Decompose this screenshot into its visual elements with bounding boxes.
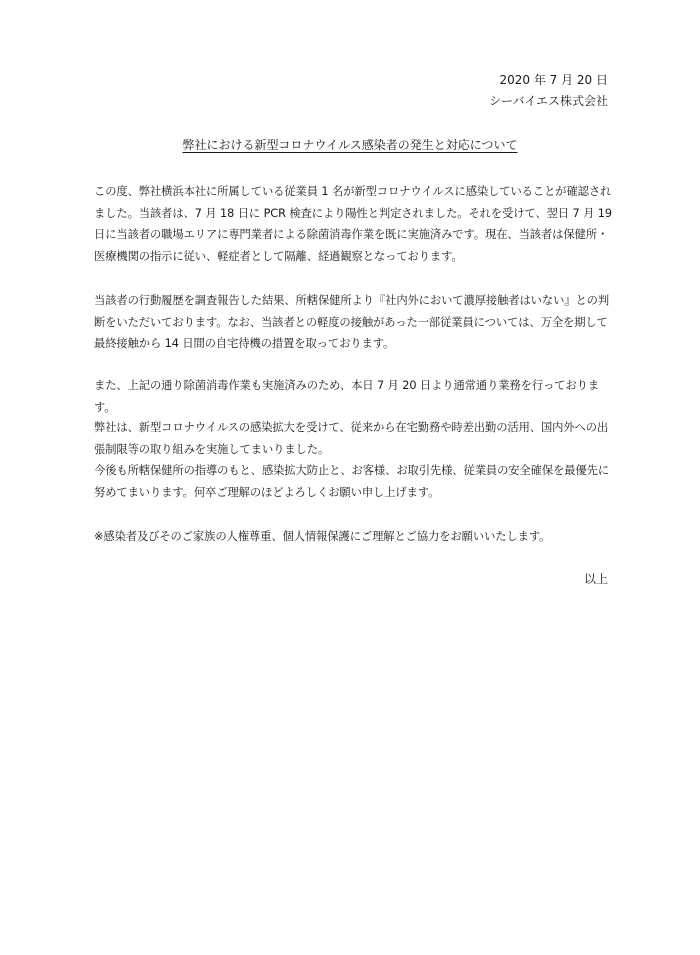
paragraph-contact-tracing — [94, 290, 616, 355]
paragraph-text: 当該者の行動履歴を調査報告した結果、所轄保健所より『社内外において濃厚接触者はいない』との判断をいただいております。なお、当該者との軽度の接触があった一部従業員については、万全を期して最終接触から 14 日間の自宅待機の措置を取っております。 — [94, 294, 610, 350]
paragraph-text: 弊社は、新型コロナウイルスの感染拡大を受けて、従来から在宅勤務や時差出勤の活用、国内外への出張制限等の取り組みを実施してまいりました。 今後も所轄保健所の指導のもと、感染拡大防止と、お客様、お取引先様、従業員の安全確保を最優先に努めてまいります。何卒ご理解のほどよろしくお願い申し上げます。 — [94, 421, 610, 499]
document-title-text: 弊社における新型コロナウイルス感染者の発生と対応について — [182, 138, 518, 152]
paragraph-infection-report — [94, 181, 616, 267]
issue-date: 2020 年 7 月 20 日 — [499, 73, 608, 87]
paragraph-text: この度、弊社横浜本社に所属している従業員 1 名が新型コロナウイルスに感染していることが確認されました。当該者は、7 月 18 日に PCR 検査により陽性と判定されました。それを受けて、翌日 7 月 19 日に当該者の職場エリアに専門業者による除菌消毒作業を既に実施済みです。現在、当該者は保健所・医療機関の指示に従い、軽症者として隔離、経過観察となっております。 — [94, 185, 612, 263]
privacy-note — [94, 526, 616, 548]
document-header — [489, 70, 608, 112]
paragraph-prevention-measures — [94, 417, 616, 503]
document-title — [0, 137, 700, 153]
closing-mark: 以上 — [583, 572, 608, 586]
company-name: シーバイエス株式会社 — [489, 94, 608, 108]
paragraph-text: また、上記の通り除菌消毒作業も実施済みのため、本日 7 月 20 日より通常通り業務を行っております。 — [94, 379, 600, 414]
paragraph-business-status — [94, 375, 616, 418]
note-text: ※感染者及びそのご家族の人権尊重、個人情報保護にご理解とご協力をお願いいたします。 — [94, 530, 551, 543]
